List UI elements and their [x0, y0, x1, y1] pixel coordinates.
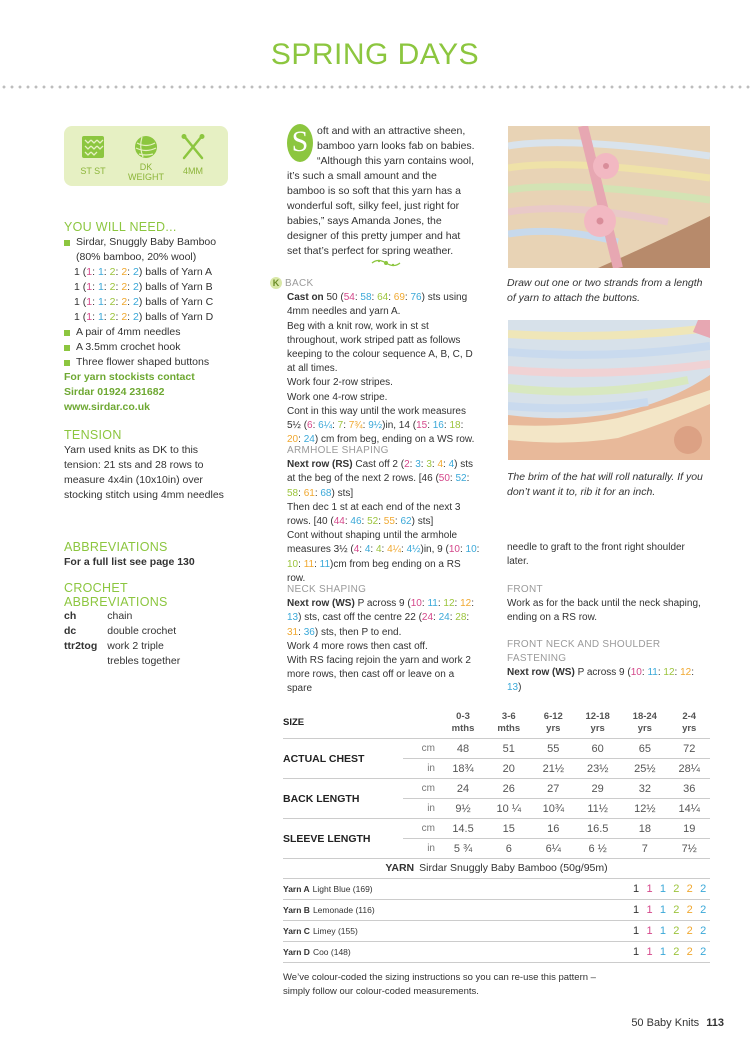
size-value: 4 — [375, 544, 382, 556]
size-value: 10 — [287, 558, 299, 570]
size-header: 0-3 mths — [441, 708, 485, 739]
measurement-label: ACTUAL CHEST — [283, 739, 403, 779]
front-neck-r1: Next row (WS) P across 9 (10: 11: 12: 12: 13) — [507, 667, 694, 693]
front-heading: FRONT — [507, 584, 543, 595]
size-value: 2 — [109, 296, 116, 308]
crochet-abbreviations-table — [64, 609, 197, 669]
size-value: 4 — [364, 544, 371, 556]
size-value: 10 — [410, 598, 422, 610]
yarn-table — [283, 858, 710, 963]
size-header: 6-12 yrs — [533, 708, 575, 739]
size-cell: 65 — [621, 739, 668, 759]
size-value: 7 — [337, 420, 344, 432]
size-value: 20 — [287, 434, 299, 446]
baby-hat-photo — [508, 320, 710, 460]
cast-on-instruction: Cast on 50 (54: 58: 64: 69: 76) sts using 4mm needles and yarn A. — [287, 292, 468, 318]
size-value: 54 — [343, 292, 355, 304]
caption-buttons: Draw out one or two strands from a length of yarn to attach the buttons. — [507, 277, 703, 304]
size-value: 64 — [377, 292, 389, 304]
size-value: 50 — [438, 473, 450, 485]
abbreviations-link[interactable]: For a full list see page 130 — [64, 556, 195, 568]
stockists-website[interactable]: www.sirdar.co.uk — [64, 401, 150, 413]
size-cell: 15 — [485, 819, 532, 839]
measurement-label: BACK LENGTH — [283, 779, 403, 819]
yarn-cell: 2 — [696, 900, 710, 921]
size-header: 2-4 yrs — [668, 708, 710, 739]
size-cell: 16 — [533, 819, 575, 839]
size-cell: 36 — [668, 779, 710, 799]
size-value: 24 — [438, 612, 450, 624]
badge-label-weight: DK WEIGHT — [128, 162, 164, 182]
size-value: 2 — [109, 311, 116, 323]
size-cell: 60 — [574, 739, 621, 759]
size-table — [283, 708, 710, 859]
size-values: (4: 4: 4: 4¼: 4½) — [350, 544, 424, 556]
size-value: 2 — [109, 266, 116, 278]
size-values: (10: 10: 10: 11: 11) — [287, 544, 480, 570]
size-cell: 55 — [533, 739, 575, 759]
size-value: 11 — [319, 558, 331, 570]
size-value: 10 — [465, 544, 477, 556]
size-value: 2 — [121, 311, 128, 323]
yarn-item — [64, 235, 254, 265]
yarn-row-label: Yarn A Light Blue (169) — [283, 879, 629, 900]
size-values: (50: 52: 58: 61: 68) — [287, 473, 470, 499]
unit-label: in — [403, 799, 441, 819]
size-value: 2 — [121, 281, 128, 293]
size-header: 12-18 yrs — [574, 708, 621, 739]
yarn-cell: 1 — [629, 921, 642, 942]
front-neck-section — [507, 638, 707, 695]
yarn-amount-line: 1 (1: 1: 2: 2: 2) balls of Yarn C — [74, 296, 214, 308]
size-cell: 28¼ — [668, 759, 710, 779]
size-value: 11 — [647, 667, 658, 679]
size-value: 61 — [303, 487, 315, 499]
footnote: We’ve colour-coded the sizing instructions so you can re-use this pattern – simply follow our colour-coded measurements. — [283, 972, 596, 997]
size-cell: 10¾ — [533, 799, 575, 819]
size-value: 2 — [109, 281, 116, 293]
size-value: 10 — [630, 667, 642, 679]
page-title: SPRING DAYS — [270, 38, 480, 71]
size-value: 6 — [307, 420, 313, 432]
size-cell: 5 ¾ — [441, 839, 485, 859]
info-badge — [64, 126, 228, 186]
back-p3: Work one 4-row stripe. — [287, 391, 388, 403]
page-number: 113 — [706, 1017, 724, 1029]
badge-label-stst: ST ST — [80, 166, 106, 176]
dotted-divider — [0, 84, 750, 90]
size-value: 46 — [350, 516, 362, 528]
buttons-item: Three flower shaped buttons — [64, 355, 254, 370]
yarn-cell: 1 — [643, 942, 656, 963]
size-value: 31 — [287, 626, 299, 638]
armhole-r1: Next row (RS) Cast off 2 (2: 3: 3: 4: 4) sts at the beg of the next 2 rows. [46 (50: 52: 58: 61: 68) sts] — [287, 459, 474, 499]
yarn-size-values: (1: 1: 2: 2: 2) — [82, 311, 143, 323]
size-value: 13 — [507, 681, 519, 693]
crossed-needles-icon — [180, 134, 206, 160]
abbreviation-row — [64, 639, 197, 669]
size-values: (15: 16: 18: 20: 24) — [287, 420, 464, 446]
size-value: 1 — [86, 311, 93, 323]
size-cell: 7½ — [668, 839, 710, 859]
size-cell: 14¼ — [668, 799, 710, 819]
size-value: 1 — [97, 281, 104, 293]
size-value: 12 — [680, 667, 692, 679]
needles-item: A pair of 4mm needles — [64, 325, 254, 340]
yarn-cell: 2 — [670, 921, 683, 942]
size-value: 12 — [460, 598, 472, 610]
size-value: 62 — [400, 516, 412, 528]
size-cell: 10 ¼ — [485, 799, 532, 819]
measurement-label: SLEEVE LENGTH — [283, 819, 403, 859]
size-value: 1 — [97, 296, 104, 308]
size-cell: 6¼ — [533, 839, 575, 859]
back-section — [270, 277, 480, 447]
yarn-cell: 2 — [696, 942, 710, 963]
size-value: 4 — [437, 459, 444, 471]
size-header-row — [283, 708, 710, 739]
size-cell: 6 — [485, 839, 532, 859]
yarn-amount-line: 1 (1: 1: 2: 2: 2) balls of Yarn B — [74, 281, 213, 293]
size-cell: 48 — [441, 739, 485, 759]
yarn-cell: 2 — [670, 942, 683, 963]
yarn-name: Sirdar, Snuggly Baby Bamboo — [76, 236, 217, 248]
yarn-row-label: Yarn C Limey (155) — [283, 921, 629, 942]
size-value: 52 — [455, 473, 467, 485]
yarn-cell: 2 — [670, 879, 683, 900]
armhole-heading: ARMHOLE SHAPING — [287, 445, 389, 456]
size-row — [283, 739, 710, 759]
yarn-cell: 1 — [629, 900, 642, 921]
neck-heading: NECK SHAPING — [287, 584, 367, 595]
yarn-cell: 1 — [656, 942, 669, 963]
size-value: 36 — [303, 626, 315, 638]
yarn-cell: 1 — [629, 879, 642, 900]
back-p2: Work four 2-row stripes. — [287, 377, 393, 389]
unit-header — [403, 708, 441, 739]
you-will-need-heading: YOU WILL NEED... — [64, 220, 177, 234]
abbreviation-meaning: chain — [107, 610, 133, 622]
size-value: 10 — [448, 544, 460, 556]
size-value: 55 — [383, 516, 395, 528]
abbreviation: ttr2tog — [64, 640, 98, 652]
tension-text: Yarn used knits as DK to this tension: 21 sts and 28 rows to measure 4x4in (10x10in) over stocking stitch using 4mm needles — [64, 444, 224, 501]
hat-buttons-photo — [508, 126, 710, 268]
size-value: 11 — [427, 598, 438, 610]
size-values: (2: 3: 3: 4: 4) — [400, 459, 458, 471]
front-text: Work as for the back until the neck shaping, ending on a RS row. — [507, 598, 701, 624]
col3-continued: needle to graft to the front right shoulder later. — [507, 542, 685, 568]
armhole-r2: Then dec 1 st at each end of the next 3 rows. [40 (44: 46: 52: 55: 62) sts] — [287, 501, 461, 528]
size-value: 76 — [410, 292, 422, 304]
size-value: 28 — [455, 612, 467, 624]
yarn-amount-line: 1 (1: 1: 2: 2: 2) balls of Yarn D — [74, 311, 214, 323]
intro-paragraph — [287, 124, 477, 259]
yarn-cell: 2 — [683, 879, 696, 900]
size-value: 2 — [121, 266, 128, 278]
size-cell: 9½ — [441, 799, 485, 819]
k-marker-icon: K — [270, 277, 282, 289]
page-footer — [631, 1017, 724, 1029]
size-cell: 32 — [621, 779, 668, 799]
size-cell: 18¾ — [441, 759, 485, 779]
size-cell: 26 — [485, 779, 532, 799]
knit-swatch-icon — [80, 134, 106, 160]
yarn-composition: (80% bamboo, 20% wool) — [76, 251, 197, 263]
armhole-section — [287, 444, 480, 586]
intro-text: oft and with an attractive sheen, bamboo yarn looks fab on babies. “Although this yarn contains wool, it’s such a small amount and the bamboo is so soft that this yarn has a wonderful soft, silky feel, just right for babies,” says Amanda Jones, the designer of this pretty jumper and hat set that’s perfect for spring weather. — [287, 125, 475, 257]
abbreviation: ch — [64, 610, 77, 622]
yarn-ball-icon — [133, 134, 159, 160]
size-value: 2 — [133, 311, 139, 323]
size-value: 1 — [86, 281, 93, 293]
yarn-row — [283, 900, 710, 921]
size-value: 52 — [367, 516, 379, 528]
crochet-heading: CROCHET — [64, 581, 128, 595]
floral-ornament-icon — [370, 258, 402, 268]
size-value: 9½ — [368, 420, 383, 432]
size-row — [283, 819, 710, 839]
size-cell: 20 — [485, 759, 532, 779]
yarn-cell: 2 — [683, 921, 696, 942]
yarn-cell: 1 — [656, 879, 669, 900]
materials-section — [64, 220, 254, 415]
size-value: 1 — [97, 311, 104, 323]
caption-brim: The brim of the hat will roll naturally. If you don’t want it to, rib it for an inch. — [507, 471, 703, 498]
size-value: 6¼ — [318, 420, 333, 432]
size-value: 4¼ — [387, 544, 401, 556]
neck-section — [287, 583, 480, 697]
size-values: (24: 24: 28: 31: 36) — [287, 612, 470, 638]
size-cell: 23½ — [574, 759, 621, 779]
size-values: (10: 11: 12: 12: 13) — [507, 667, 694, 693]
size-cell: 29 — [574, 779, 621, 799]
stockists-phone: Sirdar 01924 231682 — [64, 386, 165, 398]
hook-item: A 3.5mm crochet hook — [64, 340, 254, 355]
yarn-cell: 1 — [643, 879, 656, 900]
size-value: 3 — [415, 459, 421, 471]
yarn-cell: 1 — [656, 921, 669, 942]
badge-label-needle: 4MM — [183, 166, 203, 176]
size-value: 16 — [432, 420, 444, 432]
size-values: (10: 11: 12: 12: 13) — [287, 598, 474, 624]
yarn-cell: 2 — [696, 921, 710, 942]
size-value: 24 — [303, 434, 315, 446]
yarn-cell: 2 — [670, 900, 683, 921]
abbreviation-row — [64, 624, 197, 639]
size-value: 24 — [421, 612, 434, 624]
size-cell: 16.5 — [574, 819, 621, 839]
yarn-cell: 1 — [643, 921, 656, 942]
yarn-cell: 2 — [683, 942, 696, 963]
size-value: 3 — [426, 459, 432, 471]
size-cell: 24 — [441, 779, 485, 799]
unit-label: cm — [403, 819, 441, 839]
size-value: 2 — [133, 296, 139, 308]
size-row — [283, 779, 710, 799]
tension-section — [64, 428, 224, 503]
front-section — [507, 583, 707, 626]
yarn-amount-line: 1 (1: 1: 2: 2: 2) balls of Yarn A — [74, 266, 213, 278]
size-values: (6: 6¼: 7: 7¾: 9½) — [303, 420, 386, 432]
yarn-row-label: Yarn D Coo (148) — [283, 942, 629, 963]
size-cell: 18 — [621, 819, 668, 839]
yarn-amounts — [64, 265, 254, 325]
drop-cap: S — [287, 124, 313, 162]
size-value: 1 — [86, 266, 93, 278]
abbreviations-heading: ABBREVIATIONS — [64, 540, 168, 554]
size-value: 58 — [287, 487, 299, 499]
yarn-cell: 1 — [656, 900, 669, 921]
abbreviations-section — [64, 540, 244, 570]
abbreviation: dc — [64, 625, 77, 637]
size-cell: 72 — [668, 739, 710, 759]
footer-label: 50 Baby Knits — [631, 1017, 700, 1029]
unit-label: in — [403, 839, 441, 859]
yarn-cell: 2 — [696, 879, 710, 900]
size-value: 4½ — [406, 544, 421, 556]
abbreviation-row — [64, 609, 197, 624]
size-values: (54: 58: 64: 69: 76) — [340, 292, 425, 304]
unit-label: cm — [403, 779, 441, 799]
back-p1: Beg with a knit row, work in st st throughout, work striped patt as follows keeping to the colour sequence A, B, C, D at all times. — [287, 320, 473, 375]
crochet-section — [64, 581, 244, 669]
abbreviation-meaning: work 2 triple trebles together — [107, 640, 181, 667]
size-cell: 12½ — [621, 799, 668, 819]
size-value: 2 — [133, 281, 139, 293]
size-header: 18-24 yrs — [621, 708, 668, 739]
size-value: 13 — [287, 612, 299, 624]
size-value: 68 — [320, 487, 332, 499]
size-values: (44: 46: 52: 55: 62) — [330, 516, 415, 528]
size-cell: 19 — [668, 819, 710, 839]
yarn-cell: 1 — [643, 900, 656, 921]
back-heading: BACK — [285, 278, 314, 289]
size-value: 58 — [360, 292, 372, 304]
size-cell: 27 — [533, 779, 575, 799]
yarn-header-row — [283, 858, 710, 879]
size-value: 12 — [443, 598, 455, 610]
armhole-r3: Cont without shaping until the armhole measures 3½ (4: 4: 4: 4¼: 4½)in, 9 (10: 10: 10: 11: 11)cm from beg ending on a RS row. — [287, 530, 480, 584]
size-value: 18 — [449, 420, 461, 432]
size-cell: 11½ — [574, 799, 621, 819]
stockists-text: For yarn stockists contact — [64, 371, 195, 383]
size-value: 2 — [404, 459, 410, 471]
size-cell: 25½ — [621, 759, 668, 779]
yarn-cell: 2 — [683, 900, 696, 921]
yarn-size-values: (1: 1: 2: 2: 2) — [82, 281, 143, 293]
size-cell: 21½ — [533, 759, 575, 779]
neck-p3: With RS facing rejoin the yarn and work 2 more rows, then cast off or leave on a spare — [287, 655, 471, 695]
size-header: 3-6 mths — [485, 708, 532, 739]
size-value: 4 — [353, 544, 360, 556]
size-value: 7¾ — [348, 420, 363, 432]
size-value: 4 — [448, 459, 455, 471]
size-value: 69 — [393, 292, 405, 304]
size-value: 12 — [663, 667, 675, 679]
yarn-size-values: (1: 1: 2: 2: 2) — [82, 296, 143, 308]
size-cell: 51 — [485, 739, 532, 759]
neck-p2: Work 4 more rows then cast off. — [287, 640, 428, 652]
unit-label: in — [403, 759, 441, 779]
size-cell: 7 — [621, 839, 668, 859]
yarn-row-label: Yarn B Lemonade (116) — [283, 900, 629, 921]
unit-label: cm — [403, 739, 441, 759]
yarn-heading: YARN Sirdar Snuggly Baby Bamboo (50g/95m) — [283, 858, 710, 879]
size-label: SIZE — [283, 708, 403, 739]
neck-r1: Next row (WS) P across 9 (10: 11: 12: 12: 13) sts, cast off the centre 22 (24: 24: 28: 31: 36) sts, then P to end. — [287, 598, 474, 638]
size-value: 2 — [133, 266, 139, 278]
size-cell: 6 ½ — [574, 839, 621, 859]
yarn-size-values: (1: 1: 2: 2: 2) — [82, 266, 143, 278]
size-value: 11 — [303, 558, 315, 570]
front-neck-heading-2: FASTENING — [507, 653, 567, 665]
yarn-row — [283, 879, 710, 900]
size-value: 44 — [333, 516, 345, 528]
size-value: 1 — [97, 266, 104, 278]
back-p4: Cont in this way until the work measures 5½ (6: 6¼: 7: 7¾: 9½)in, 14 (15: 16: 18: 20: 24) cm from beg, ending on a WS row. — [287, 405, 475, 446]
size-value: 1 — [86, 296, 93, 308]
crochet-heading-2: ABBREVIATIONS — [64, 595, 168, 609]
size-value: 2 — [121, 296, 128, 308]
yarn-cell: 1 — [629, 942, 642, 963]
size-value: 15 — [416, 420, 428, 432]
yarn-row — [283, 942, 710, 963]
front-neck-heading: FRONT NECK AND SHOULDER — [507, 639, 661, 650]
tension-heading: TENSION — [64, 428, 122, 442]
abbreviation-meaning: double crochet — [107, 625, 177, 637]
size-cell: 14.5 — [441, 819, 485, 839]
yarn-row — [283, 921, 710, 942]
